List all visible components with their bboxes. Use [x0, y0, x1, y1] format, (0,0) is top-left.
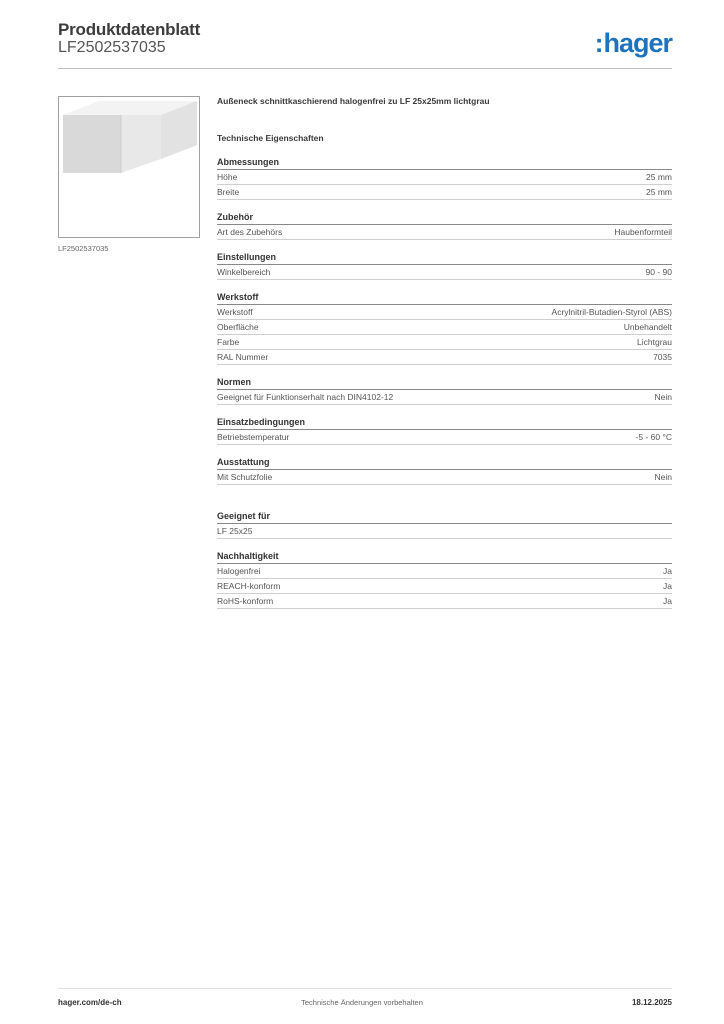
spec-value: Haubenformteil	[614, 227, 672, 237]
spec-row	[217, 579, 672, 594]
spec-value: 90 - 90	[645, 267, 672, 277]
spec-label: Geeignet für Funktionserhalt nach DIN4102-12	[217, 392, 394, 402]
spec-label: Winkelbereich	[217, 267, 271, 277]
section-heading: Geeignet für	[217, 510, 672, 524]
spec-row	[217, 305, 672, 320]
spec-value: Ja	[663, 581, 672, 591]
spec-value: Lichtgrau	[637, 337, 672, 347]
spec-value: Ja	[663, 566, 672, 576]
spec-label: Farbe	[217, 337, 240, 347]
section-heading: Ausstattung	[217, 456, 672, 470]
footer-website: hager.com/de-ch	[58, 998, 122, 1007]
spec-row	[217, 594, 672, 609]
spec-value: Unbehandelt	[623, 322, 672, 332]
spec-label: RAL Nummer	[217, 352, 269, 362]
spec-label: Breite	[217, 187, 240, 197]
spec-sections	[217, 156, 672, 609]
spec-value: Acrylnitril-Butadien-Styrol (ABS)	[551, 307, 672, 317]
hager-logo	[595, 28, 672, 59]
spec-label: Höhe	[217, 172, 238, 182]
header-divider	[58, 68, 672, 69]
spec-label: REACH-konform	[217, 581, 281, 591]
product-description: Außeneck schnittkaschierend halogenfrei zu LF 25x25mm lichtgrau	[217, 96, 490, 106]
spec-value: Nein	[654, 472, 672, 482]
section-heading: Werkstoff	[217, 291, 672, 305]
spec-value: Nein	[654, 392, 672, 402]
spec-section	[217, 211, 672, 240]
spec-section	[217, 156, 672, 200]
section-heading: Zubehör	[217, 211, 672, 225]
spec-label: Betriebstemperatur	[217, 432, 290, 442]
spec-section	[217, 510, 672, 539]
spec-value: 7035	[653, 352, 672, 362]
spec-label: Werkstoff	[217, 307, 253, 317]
spec-row	[217, 335, 672, 350]
spec-section	[217, 291, 672, 365]
spec-value: Ja	[663, 596, 672, 606]
spec-value: 25 mm	[646, 187, 672, 197]
spec-value: -5 - 60 °C	[635, 432, 672, 442]
spec-row	[217, 170, 672, 185]
article-number: LF2502537035	[58, 39, 166, 56]
image-caption: LF2502537035	[58, 244, 109, 253]
spec-section	[217, 376, 672, 405]
spec-value: 25 mm	[646, 172, 672, 182]
logo-text: hager	[603, 28, 672, 58]
spec-label: Mit Schutzfolie	[217, 472, 273, 482]
spec-label: Art des Zubehörs	[217, 227, 283, 237]
section-heading: Nachhaltigkeit	[217, 550, 672, 564]
footer-divider	[58, 988, 672, 989]
product-image	[58, 96, 200, 238]
specifications	[217, 94, 672, 609]
spec-section	[217, 550, 672, 609]
spec-label: LF 25x25	[217, 526, 253, 536]
spec-label: RoHS-konform	[217, 596, 274, 606]
product-illustration	[59, 97, 199, 237]
section-heading: Abmessungen	[217, 156, 672, 170]
spec-section	[217, 416, 672, 445]
footer-notice: Technische Änderungen vorbehalten	[301, 998, 423, 1007]
document-header	[58, 20, 672, 70]
spec-label: Oberfläche	[217, 322, 259, 332]
section-heading: Normen	[217, 376, 672, 390]
spec-row	[217, 470, 672, 485]
section-heading: Einstellungen	[217, 251, 672, 265]
spec-row	[217, 350, 672, 365]
section-heading: Einsatzbedingungen	[217, 416, 672, 430]
spec-row	[217, 320, 672, 335]
logo-prefix: :	[594, 28, 604, 58]
spec-section	[217, 251, 672, 280]
spec-section	[217, 456, 672, 485]
spec-label: Halogenfrei	[217, 566, 261, 576]
spec-row	[217, 265, 672, 280]
document-title: Produktdatenblatt	[58, 20, 201, 39]
footer-date: 18.12.2025	[631, 998, 672, 1007]
technical-properties-heading: Technische Eigenschaften	[217, 133, 324, 143]
spec-row	[217, 185, 672, 200]
spec-row	[217, 225, 672, 240]
spec-row	[217, 524, 672, 539]
spec-row	[217, 564, 672, 579]
spec-row	[217, 430, 672, 445]
spec-row	[217, 390, 672, 405]
